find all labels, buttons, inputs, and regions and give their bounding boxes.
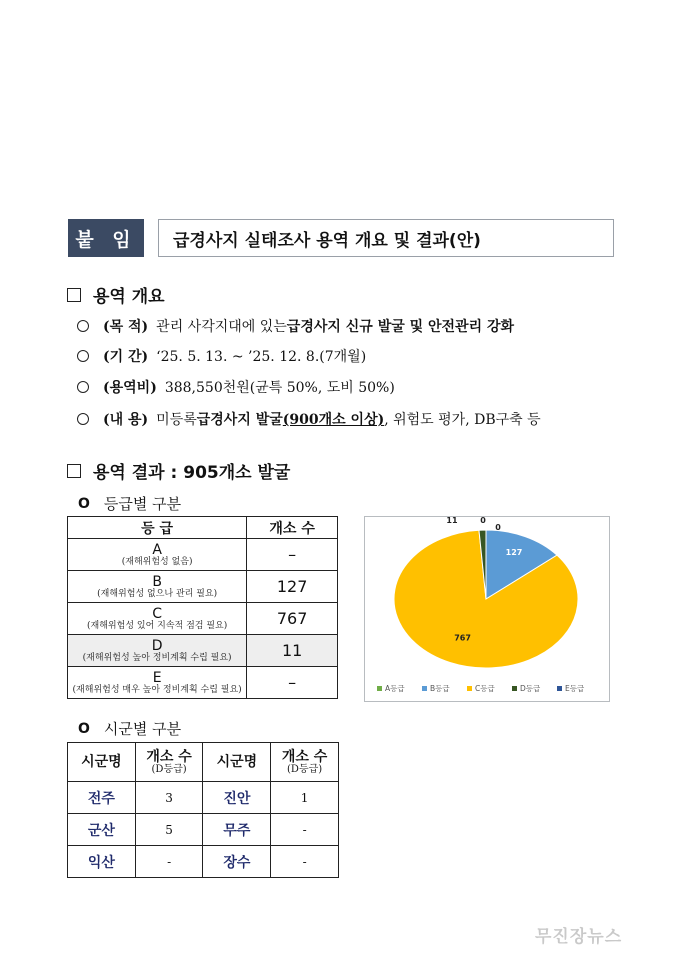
count-header-label: 개소 수 [146,748,192,765]
city-count: 1 [271,782,339,814]
grade-subheading-text: 등급별 구분 [103,495,182,513]
circle-bullet-icon [77,381,89,393]
city-count: - [271,846,339,878]
count-cell: – [247,539,338,571]
grade-header: 등 급 [68,517,247,539]
overview-heading-text: 용역 개요 [93,287,165,307]
circle-bullet-icon [77,320,89,332]
city-count-header [271,743,339,782]
overview-item-cost [77,377,395,397]
city-name: 무주 [203,814,271,846]
city-count: 5 [135,814,203,846]
grade-desc: (재해위험성 높아 정비계획 수립 필요) [82,652,232,663]
overview-item-period [77,346,366,366]
grade-letter: E [152,669,162,686]
legend-item-C등급 [467,684,495,693]
count-header-sub: (D등급) [151,763,187,775]
grade-desc: (재해위험성 매우 높아 정비계획 수립 필요) [72,684,242,695]
count-header-label: 개소 수 [281,748,328,765]
count-header-sub: (D등급) [287,763,323,775]
count-cell: 767 [247,603,338,635]
table-row [68,603,338,635]
table-row [68,846,339,878]
item-label: (기 간) [103,349,149,365]
pie-data-label: 767 [454,633,471,643]
legend-item-E등급 [557,684,585,693]
watermark-logo: 무진장뉴스 [535,927,623,947]
legend-swatch [467,686,472,691]
legend-label: E등급 [565,684,585,693]
count-cell: 127 [247,571,338,603]
grade-cell [68,635,247,667]
pie-data-label: 0 [495,523,501,532]
city-name-header: 시군명 [68,743,136,782]
legend-label: C등급 [475,684,495,693]
attachment-tag: 붙 임 [68,219,144,257]
legend-item-D등급 [512,684,541,693]
city-table-header [68,743,339,782]
legend-swatch [512,686,517,691]
city-subheading-text: 시군별 구분 [103,720,182,738]
grade-letter: C [152,605,163,622]
grade-desc: (재해위험성 있어 지속적 점검 필요) [87,620,228,631]
grade-pie-chart [364,516,610,702]
table-row [68,571,338,603]
item-text-bold: 급경사지 신규 발굴 및 안전관리 강화 [286,319,515,335]
count-header: 개소 수 [247,517,338,539]
table-row [68,814,339,846]
pie-data-label: 127 [505,548,523,557]
city-name: 전주 [68,782,136,814]
count-cell: – [247,667,338,699]
city-name: 장수 [203,846,271,878]
count-cell: 11 [247,635,338,667]
grade-cell [68,539,247,571]
city-name: 군산 [68,814,136,846]
item-text-bold: 급경사지 발굴 [196,412,283,428]
pie-data-label: 11 [446,517,458,525]
grade-desc: (재해위험성 없으나 관리 필요) [97,588,218,599]
item-text: 미등록 [156,412,197,428]
square-bullet-icon [67,464,81,478]
grade-table [67,516,338,699]
legend-label: D등급 [520,684,541,693]
document-title: 급경사지 실태조사 용역 개요 및 결과(안) [158,219,614,257]
item-label: (내 용) [103,412,149,428]
city-count-header [135,743,203,782]
o-bullet-icon: O [78,720,90,737]
item-label: (용역비) [103,380,157,396]
grade-cell [68,603,247,635]
city-table [67,742,339,878]
results-heading [67,458,290,483]
city-name: 진안 [203,782,271,814]
city-count: - [135,846,203,878]
item-text: ‘25. 5. 13. ~ ’25. 12. 8.(7개월) [156,349,367,365]
city-subheading [78,718,181,739]
grade-letter: A [152,541,162,558]
legend-swatch [422,686,427,691]
table-row [68,635,338,667]
table-row [68,539,338,571]
overview-item-purpose [77,316,514,336]
overview-heading [67,282,165,307]
item-text-underline: (900개소 이상) [282,412,385,428]
circle-bullet-icon [77,350,89,362]
legend-swatch [557,686,562,691]
grade-letter: D [151,637,163,654]
legend-label: B등급 [430,684,450,693]
grade-table-header [68,517,338,539]
circle-bullet-icon [77,413,89,425]
item-text-post: , 위험도 평가, DB구축 등 [384,412,541,428]
city-name: 익산 [68,846,136,878]
overview-item-content [77,409,541,429]
legend-item-B등급 [422,684,450,693]
item-label: (목 적) [103,319,149,335]
table-row [68,667,338,699]
item-text: 388,550천원(균특 50%, 도비 50%) [164,380,395,396]
grade-subheading [78,493,181,514]
grade-cell [68,667,247,699]
legend-label: A등급 [385,684,405,693]
city-name-header: 시군명 [203,743,271,782]
legend-swatch [377,686,382,691]
grade-cell [68,571,247,603]
o-bullet-icon: O [78,495,90,512]
results-heading-text: 용역 결과 : 905개소 발굴 [93,463,291,483]
pie-data-label: 0 [480,517,486,525]
grade-letter: B [152,573,162,590]
legend-item-A등급 [377,684,405,693]
table-row [68,782,339,814]
grade-desc: (재해위험성 없음) [121,556,193,567]
square-bullet-icon [67,288,81,302]
item-text: 관리 사각지대에 있는 [156,319,287,335]
city-count: 3 [135,782,203,814]
city-count: - [271,814,339,846]
pie-chart-svg [365,517,609,701]
